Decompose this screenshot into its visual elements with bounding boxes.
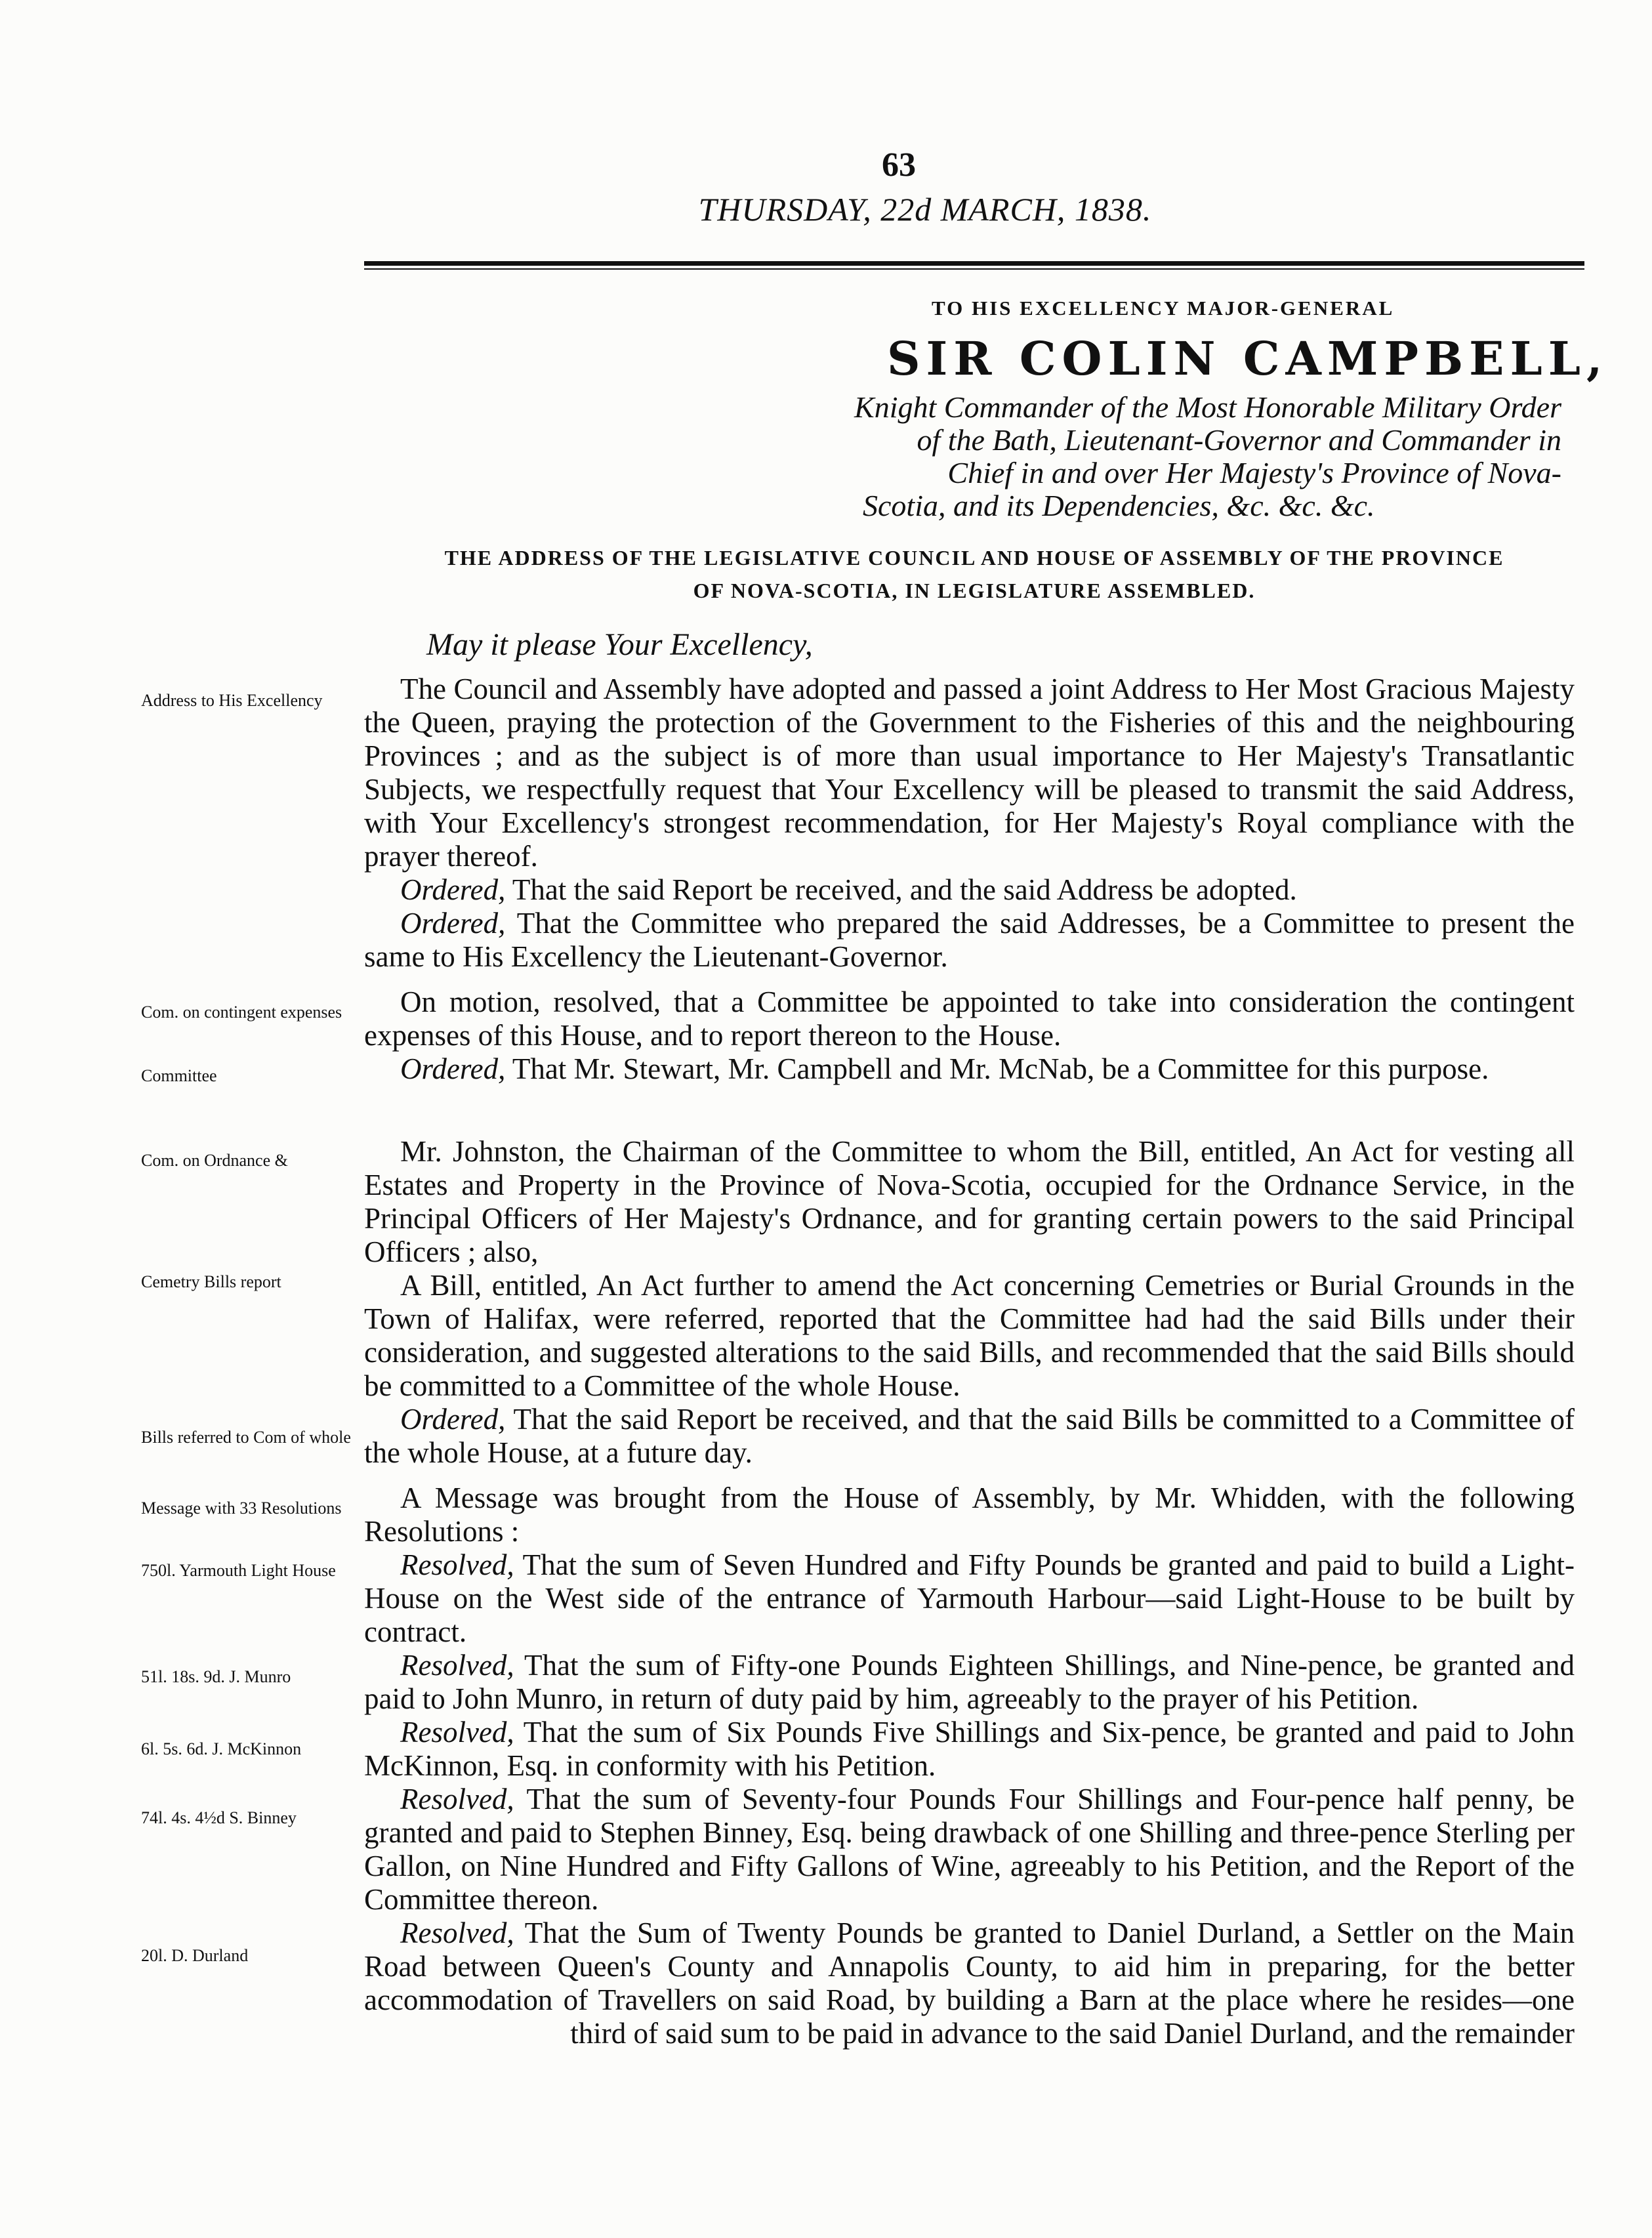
margin-note: 51l. 18s. 9d. J. Munro bbox=[141, 1667, 291, 1686]
heading-line: THE ADDRESS OF THE LEGISLATIVE COUNCIL AND HOUSE OF ASSEMBLY OF THE PROVINCE bbox=[444, 546, 1504, 570]
body-block-message bbox=[364, 1482, 1575, 2050]
body-paragraph: Ordered, That the said Report be received, and that the said Bills be committed to a Committee of the whole House, at a future day. bbox=[364, 1403, 1575, 1469]
running-date-header: THURSDAY, 22d MARCH, 1838. bbox=[698, 191, 1152, 228]
margin-note: Com. on contingent expenses bbox=[141, 1003, 342, 1022]
address-to-line: TO HIS EXCELLENCY MAJOR-GENERAL bbox=[932, 297, 1395, 320]
body-paragraph: A Bill, entitled, An Act further to amend the Act concerning Cemetries or Burial Grounds in the Town of Halifax, were referred, reported that the Committee had had the said Bills under their consideration, and suggested alterations to the said Bills, and recommended that the said Bills should be committed to a Committee of the whole House. bbox=[364, 1269, 1575, 1402]
margin-note: Bills referred to Com of whole bbox=[141, 1428, 351, 1447]
margin-note: 20l. D. Durland bbox=[141, 1946, 249, 1965]
body-paragraph: Resolved, That the sum of Seven Hundred and Fifty Pounds be granted and paid to build a Light-House on the West side of the entrance of Yarmouth Harbour—said Light-House to be built by contract. bbox=[364, 1548, 1575, 1648]
margin-note: Cemetry Bills report bbox=[141, 1272, 281, 1291]
margin-note: Committee bbox=[141, 1066, 217, 1085]
body-paragraph: Mr. Johnston, the Chairman of the Committee to whom the Bill, entitled, An Act for vesting all Estates and Property in the Province of Nova-Scotia, occupied for the Ordnance Service, in the Principal Officers of Her Majesty's Ordnance, and for granting certain powers to the said Principal Officers ; also, bbox=[364, 1135, 1575, 1268]
heading-line: OF NOVA-SCOTIA, IN LEGISLATURE ASSEMBLED. bbox=[693, 579, 1256, 602]
header-rule-thin bbox=[364, 268, 1584, 270]
body-paragraph: On motion, resolved, that a Committee be appointed to take into consideration the contingent expenses of this House, and to report thereon to the House. bbox=[364, 985, 1575, 1052]
address-heading bbox=[364, 541, 1584, 607]
header-rule-thick bbox=[364, 261, 1584, 266]
margin-note: Com. on Ordnance & bbox=[141, 1151, 288, 1170]
body-block-address bbox=[364, 673, 1575, 974]
margin-note: Address to His Excellency bbox=[141, 691, 323, 710]
title-line: Knight Commander of the Most Honorable Military Order bbox=[854, 390, 1561, 424]
body-paragraph: The Council and Assembly have adopted and passed a joint Address to Her Most Gracious Majesty the Queen, praying the protection of the Government to the Fisheries of this and the neighbouring Provinces ; and as the subject is of more than usual importance to Her Majesty's Transatlantic Subjects, we respectfully request that Your Excellency will be pleased to transmit the said Address, with Your Excellency's strongest recommendation, for Her Majesty's Royal compliance with the prayer thereof. bbox=[364, 673, 1575, 873]
title-line: of the Bath, Lieutenant-Governor and Commander in bbox=[917, 423, 1561, 457]
body-paragraph: Resolved, That the sum of Six Pounds Five Shillings and Six-pence, be granted and paid to John McKinnon, Esq. in conformity with his Petition. bbox=[364, 1716, 1575, 1782]
body-paragraph: Ordered, That the Committee who prepared the said Addresses, be a Committee to present the same to His Excellency the Lieutenant-Governor. bbox=[364, 907, 1575, 973]
title-line: Scotia, and its Dependencies, &c. &c. &c. bbox=[863, 489, 1375, 522]
body-paragraph: Resolved, That the Sum of Twenty Pounds be granted to Daniel Durland, a Settler on the Main Road between Queen's County and Annapolis County, to aid him in preparing, for the better accommodation of Travellers on said Road, by building a Barn at the place where he resides—one third of said sum to be paid in advance to the said Daniel Durland, and the remainder bbox=[364, 1917, 1575, 2050]
body-block-contingent bbox=[364, 985, 1575, 1086]
margin-note: Message with 33 Resolutions bbox=[141, 1499, 342, 1518]
margin-note: 750l. Yarmouth Light House bbox=[141, 1561, 336, 1580]
margin-note: 74l. 4s. 4½d S. Binney bbox=[141, 1808, 297, 1827]
margin-note: 6l. 5s. 6d. J. McKinnon bbox=[141, 1739, 302, 1758]
body-paragraph: Ordered, That Mr. Stewart, Mr. Campbell and Mr. McNab, be a Committee for this purpose. bbox=[400, 1052, 1489, 1085]
salutation: May it please Your Excellency, bbox=[426, 627, 813, 662]
body-paragraph: Resolved, That the sum of Seventy-four Pounds Four Shillings and Four-pence half penny, be granted and paid to Stephen Binney, Esq. being drawback of one Shilling and three-pence Sterling per Gallon, on Nine Hundred and Fifty Gallons of Wine, agreeably to his Petition, and the Report of the Committee thereon. bbox=[364, 1783, 1575, 1916]
body-paragraph: Resolved, That the sum of Fifty-one Pounds Eighteen Shillings, and Nine-pence, be granted and paid to John Munro, in return of duty paid by him, agreeably to the prayer of his Petition. bbox=[364, 1649, 1575, 1715]
title-line: Chief in and over Her Majesty's Province of Nova- bbox=[947, 456, 1561, 489]
body-paragraph: A Message was brought from the House of Assembly, by Mr. Whidden, with the following Resolutions : bbox=[364, 1482, 1575, 1548]
address-recipient-name: SIR COLIN CAMPBELL, bbox=[887, 331, 1609, 386]
body-block-ordnance bbox=[364, 1135, 1575, 1470]
page-number: 63 bbox=[882, 146, 916, 184]
address-recipient-titles bbox=[764, 391, 1561, 522]
body-paragraph: Ordered, That the said Report be received, and the said Address be adopted. bbox=[400, 873, 1297, 906]
